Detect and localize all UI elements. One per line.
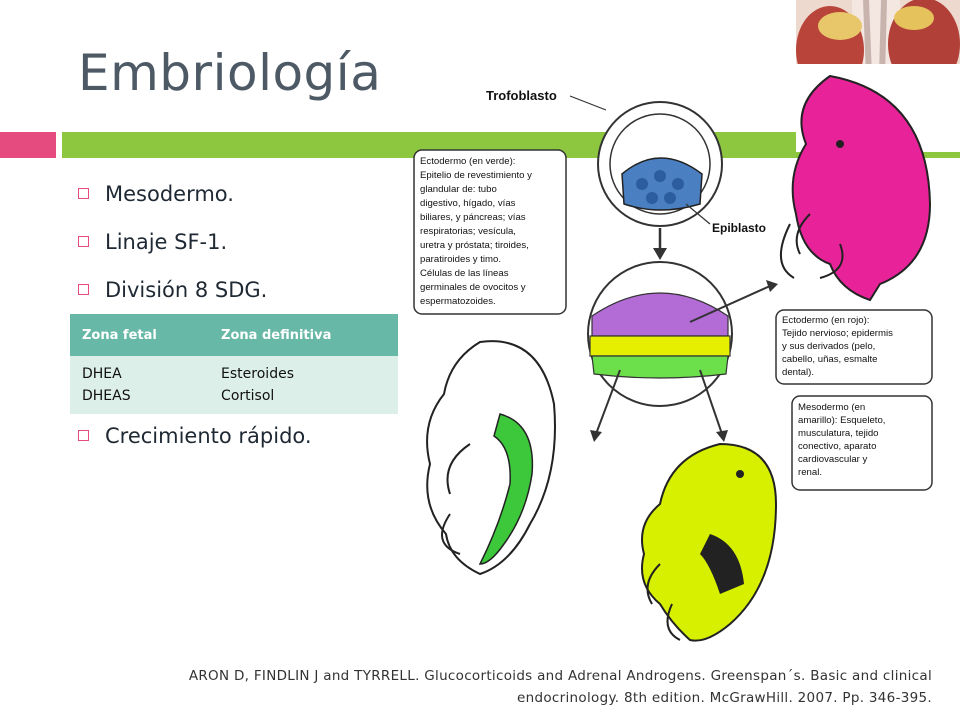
bullet-item <box>78 278 267 302</box>
germ-layers-disc <box>588 262 732 406</box>
adrenal-zones-table <box>70 314 398 414</box>
fetus-ectoderm-red <box>781 76 930 300</box>
fetus-mesoderm-yellow <box>642 444 776 641</box>
accent-bar-pink <box>0 132 56 158</box>
table-header-row <box>70 314 398 356</box>
citation-line: ARON D, FINDLIN J and TYRRELL. Glucocorticoids and Adrenal Androgens. Greenspan´s. Basic and clinical <box>188 668 932 684</box>
red-box-line: y sus derivados (pelo, <box>782 341 876 352</box>
bullet-text: Crecimiento rápido. <box>105 424 312 448</box>
bullet-text: Mesodermo. <box>105 182 234 206</box>
yellow-box-line: conectivo, aparato <box>798 441 877 452</box>
green-box-line: biliares, y páncreas; vías <box>420 212 526 223</box>
green-box-line: Epitelio de revestimiento y <box>420 170 532 181</box>
green-box-line: glandular de: tubo <box>420 184 497 195</box>
yellow-box-line: Mesodermo (en <box>798 402 866 413</box>
bullet-text: Linaje SF-1. <box>105 230 228 254</box>
square-bullet-icon <box>78 430 89 441</box>
yellow-box-line: musculatura, tejido <box>798 428 879 439</box>
red-box-line: Ectodermo (en rojo): <box>782 315 870 326</box>
citation-line: endocrinology. 8th edition. McGrawHill. 2007. Pp. 346-395. <box>517 690 932 706</box>
epiblasto-label: Epiblasto <box>712 221 767 235</box>
germ-layers-figure <box>410 64 940 654</box>
bullet-text: División 8 SDG. <box>105 278 268 302</box>
mesoderm-yellow-box <box>792 396 932 490</box>
table-cell <box>70 356 209 414</box>
red-box-line: dental). <box>782 367 814 378</box>
fetus-ectoderm-green <box>427 341 555 574</box>
yellow-box-line: cardiovascular y <box>798 454 868 465</box>
table-row <box>70 356 398 414</box>
square-bullet-icon <box>78 188 89 199</box>
green-box-line: digestivo, hígado, vías <box>420 198 516 209</box>
green-box-line: Ectodermo (en verde): <box>420 156 516 167</box>
table-cell-value: DHEA <box>82 366 122 382</box>
trofoblasto-label: Trofoblasto <box>486 88 557 103</box>
red-box-line: Tejido nervioso; epidermis <box>782 328 893 339</box>
table-cell-value: Cortisol <box>221 388 275 404</box>
bullet-item <box>78 182 234 206</box>
green-box-line: Células de las líneas <box>420 268 509 279</box>
yellow-box-line: renal. <box>798 467 822 478</box>
bullet-item <box>78 230 227 254</box>
citation <box>132 665 932 709</box>
table-cell-value: DHEAS <box>82 388 131 404</box>
square-bullet-icon <box>78 236 89 247</box>
red-box-line: cabello, uñas, esmalte <box>782 354 878 365</box>
table-cell <box>209 356 398 414</box>
green-box-line: paratiroides y timo. <box>420 254 502 265</box>
square-bullet-icon <box>78 284 89 295</box>
green-box-line: respiratorias; vesícula, <box>420 226 516 237</box>
table-cell-value: Esteroides <box>221 366 294 382</box>
bullet-item <box>78 424 312 448</box>
ectoderm-green-box <box>414 150 566 314</box>
svg-text:Ectodermo (en verde): Ep <box>420 156 535 307</box>
green-box-line: uretra y próstata; tiroides, <box>420 240 529 251</box>
table-header-cell: Zona definitiva <box>221 327 332 343</box>
table-header-cell: Zona fetal <box>82 327 157 343</box>
green-box-line: espermatozoides. <box>420 296 496 307</box>
ectoderm-red-box <box>776 310 932 384</box>
slide-title: Embriología <box>78 44 382 102</box>
green-box-line: germinales de ovocitos y <box>420 282 526 293</box>
yellow-box-line: amarillo): Esqueleto, <box>798 415 886 426</box>
blastocyst <box>598 102 722 226</box>
